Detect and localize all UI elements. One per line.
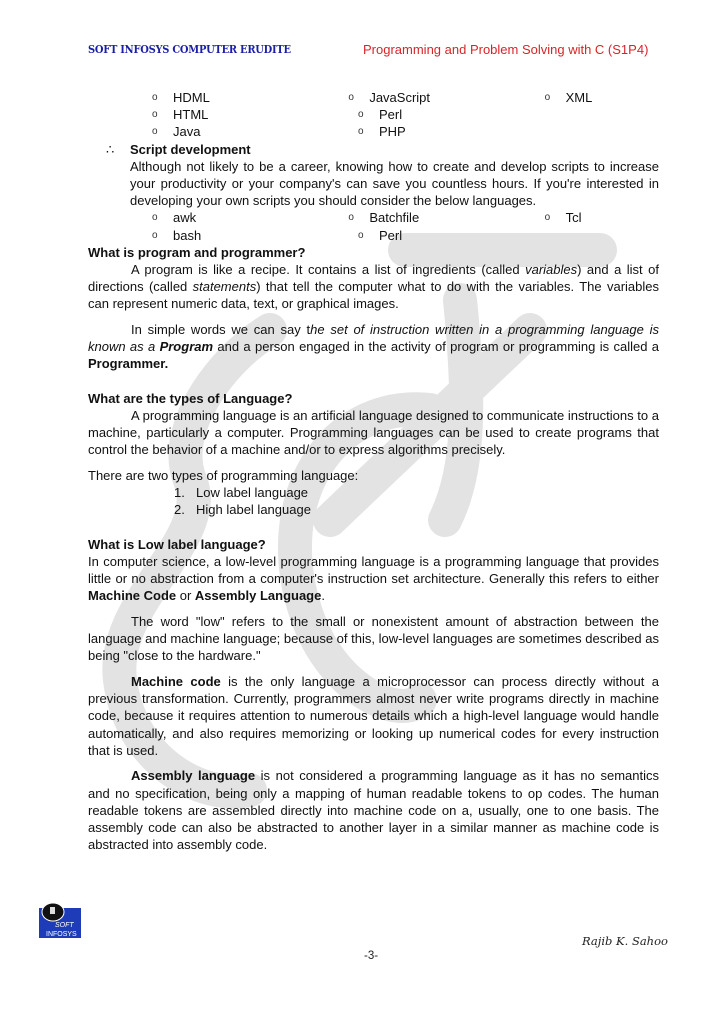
bullet-icon: o — [358, 126, 364, 138]
list-item: PHP — [379, 124, 406, 140]
text-run: . — [321, 588, 325, 604]
text-run: In simple words we can say t — [131, 322, 311, 338]
term-assembly-language: Assembly language — [131, 768, 256, 784]
text-run: is not considered a programming language as it has no semantics and no specification, being only a mapping of human readable tokens to op codes. The human readable tokens are assembled directly into machine code on a, usually, one to one basis. The assembly code can also be abstracted to another layer in a similar manner as machine code is abstracted into assembly code. — [88, 768, 659, 853]
soft-infosys-logo — [37, 902, 83, 940]
term-program: Program — [159, 339, 214, 355]
paragraph-programming-language: A programming language is an artificial language designed to communicate instructions to a machine, particularly a computer. Programming languages can be used to create programs that control the behavior of a machine and/or to express algorithms precisely. — [88, 407, 659, 458]
list-item: Perl — [379, 107, 403, 123]
header-course-title: Programming and Problem Solving with C (S1P4) — [363, 42, 649, 57]
list-item: bash — [173, 227, 202, 243]
list-item-text: Low label language — [196, 485, 309, 501]
list-number: 1. — [174, 485, 185, 501]
text-run: ) and a list of directions (called — [88, 261, 659, 295]
term-assembly-language: Assembly Language — [194, 588, 322, 604]
paragraph-two-types: There are two types of programming language: — [88, 467, 359, 483]
term-variables: variables — [525, 261, 578, 277]
bullet-icon: o — [544, 92, 551, 103]
paragraph-program-definition — [88, 261, 659, 313]
header-institute-name: SOFT INFOSYS COMPUTER ERUDITE — [88, 42, 291, 56]
list-item — [174, 484, 659, 501]
term-machine-code: Machine code — [131, 673, 221, 689]
list-row — [88, 227, 659, 244]
bullet-icon: o — [152, 109, 158, 121]
text-run: is the only language a microprocessor can process directly without a previous transformation. Currently, programmers almost never write programs directly in machine code, because it requires attention to numerous details which a high-level language would handle automatically, and also requires memorizing or looking up numerical codes for every instruction that is used. — [88, 673, 659, 758]
list-item: XML — [565, 90, 593, 105]
list-item: Perl — [379, 227, 403, 243]
list-item: Batchfile — [369, 210, 420, 226]
logo-text-infosys: INFOSYS — [46, 931, 77, 938]
list-item: JavaScript — [369, 90, 431, 105]
paragraph-low-word: The word "low" refers to the small or nonexistent amount of abstraction between the language and machine language; because of this, low-level languages are sometimes described as being "close to the hardware." — [88, 613, 659, 664]
text-run: and a person engaged in the activity of program or programming is called a — [213, 339, 660, 355]
script-development-title: Script development — [130, 141, 251, 157]
bullet-icon: o — [152, 92, 158, 103]
script-development-text: Although not likely to be a career, knowing how to create and develop scripts to increase your productivity or your company's can save you countless hours. If you're interested in developing your own scripts you should consider the below languages. — [130, 158, 659, 209]
paragraph-low-level-definition — [88, 553, 659, 605]
section-heading-program: What is program and programmer? — [88, 244, 306, 260]
script-development-heading — [106, 141, 659, 158]
bullet-icon: o — [152, 126, 158, 138]
section-heading-low-level: What is Low label language? — [88, 536, 266, 552]
paragraph-machine-code — [88, 673, 659, 759]
list-item: HDML — [173, 90, 210, 105]
bullet-icon: o — [152, 212, 158, 224]
logo-text-soft: SOFT — [55, 922, 74, 929]
list-row — [88, 89, 659, 106]
bullet-icon: o — [358, 229, 364, 241]
script-languages-list — [88, 209, 659, 243]
language-types-list — [88, 484, 659, 518]
list-item-text: High label language — [196, 502, 311, 518]
web-languages-list — [88, 89, 659, 141]
paragraph-assembly-language — [88, 767, 659, 853]
text-run: or — [176, 588, 195, 604]
paragraph-program-summary — [88, 321, 659, 373]
page-number: -3- — [364, 950, 379, 962]
list-item: Tcl — [565, 210, 582, 226]
bullet-icon: o — [358, 109, 364, 121]
text-run: In computer science, a low-level programming language is a programming language that provides little or no abstraction from a computer's instruction set architecture. Generally this refers to either — [88, 553, 659, 586]
therefore-icon: ∴ — [106, 141, 115, 157]
list-item: HTML — [173, 107, 209, 123]
text-run: A program is like a recipe. It contains a list of ingredients (called — [131, 261, 526, 277]
list-row — [88, 106, 659, 123]
list-item: awk — [173, 210, 197, 226]
list-number: 2. — [174, 502, 185, 518]
text-run: ) that tell the computer what to do with the variables. The variables can represent numeric data, text, or graphical images. — [88, 279, 660, 312]
bullet-icon: o — [544, 212, 551, 224]
list-item: Java — [173, 124, 201, 140]
section-heading-types: What are the types of Language? — [88, 390, 293, 406]
bullet-icon: o — [348, 92, 354, 103]
list-row — [88, 123, 659, 140]
bullet-icon: o — [348, 212, 354, 224]
bullet-icon: o — [152, 229, 158, 241]
list-row — [88, 209, 659, 226]
document-body — [88, 89, 659, 854]
list-item — [174, 501, 659, 518]
term-machine-code: Machine Code — [88, 588, 177, 604]
term-statements: statements — [192, 279, 257, 295]
author-signature: Rajib K. Sahoo — [582, 934, 668, 948]
text-run-italic: he set of instruction written in a programming language is known as a — [88, 322, 659, 355]
term-programmer: Programmer. — [88, 356, 169, 372]
